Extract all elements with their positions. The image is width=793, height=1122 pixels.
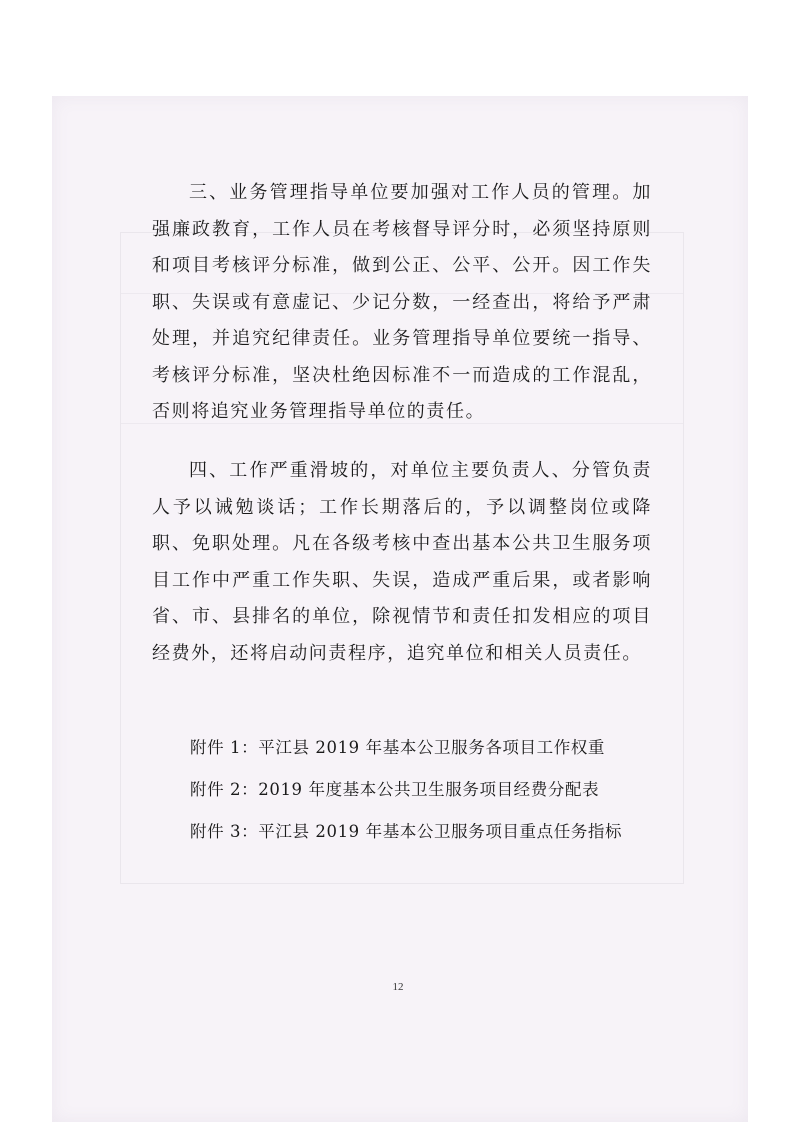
page-number: 12 — [392, 981, 404, 993]
paragraph-section-4: 四、工作严重滑坡的，对单位主要负责人、分管负责人予以诫勉谈话；工作长期落后的，予以调整岗位或降职、免职处理。凡在各级考核中查出基本公共卫生服务项目工作中严重工作失职、失误，造成严重后果，或者影响省、市、县排名的单位，除视情节和责任扣发相应的项目经费外，还将启动问责程序，追究单位和相关人员责任。 — [152, 460, 652, 664]
paragraph-section-3: 三、业务管理指导单位要加强对工作人员的管理。加强廉政教育，工作人员在考核督导评分时，必须坚持原则和项目考核评分标准，做到公正、公平、公开。因工作失职、失误或有意虚记、少记分数，一经查出，将给予严肃处理，并追究纪律责任。业务管理指导单位要统一指导、考核评分标准，坚决杜绝因标准不一而造成的工作混乱，否则将追究业务管理指导单位的责任。 — [152, 182, 652, 422]
attachment-item-1: 附件 1：平江县 2019 年基本公卫服务各项目工作权重 — [190, 738, 606, 757]
attachment-item-2: 附件 2：2019 年度基本公共卫生服务项目经费分配表 — [190, 780, 600, 799]
attachment-item-3: 附件 3：平江县 2019 年基本公卫服务项目重点任务指标 — [190, 822, 623, 841]
